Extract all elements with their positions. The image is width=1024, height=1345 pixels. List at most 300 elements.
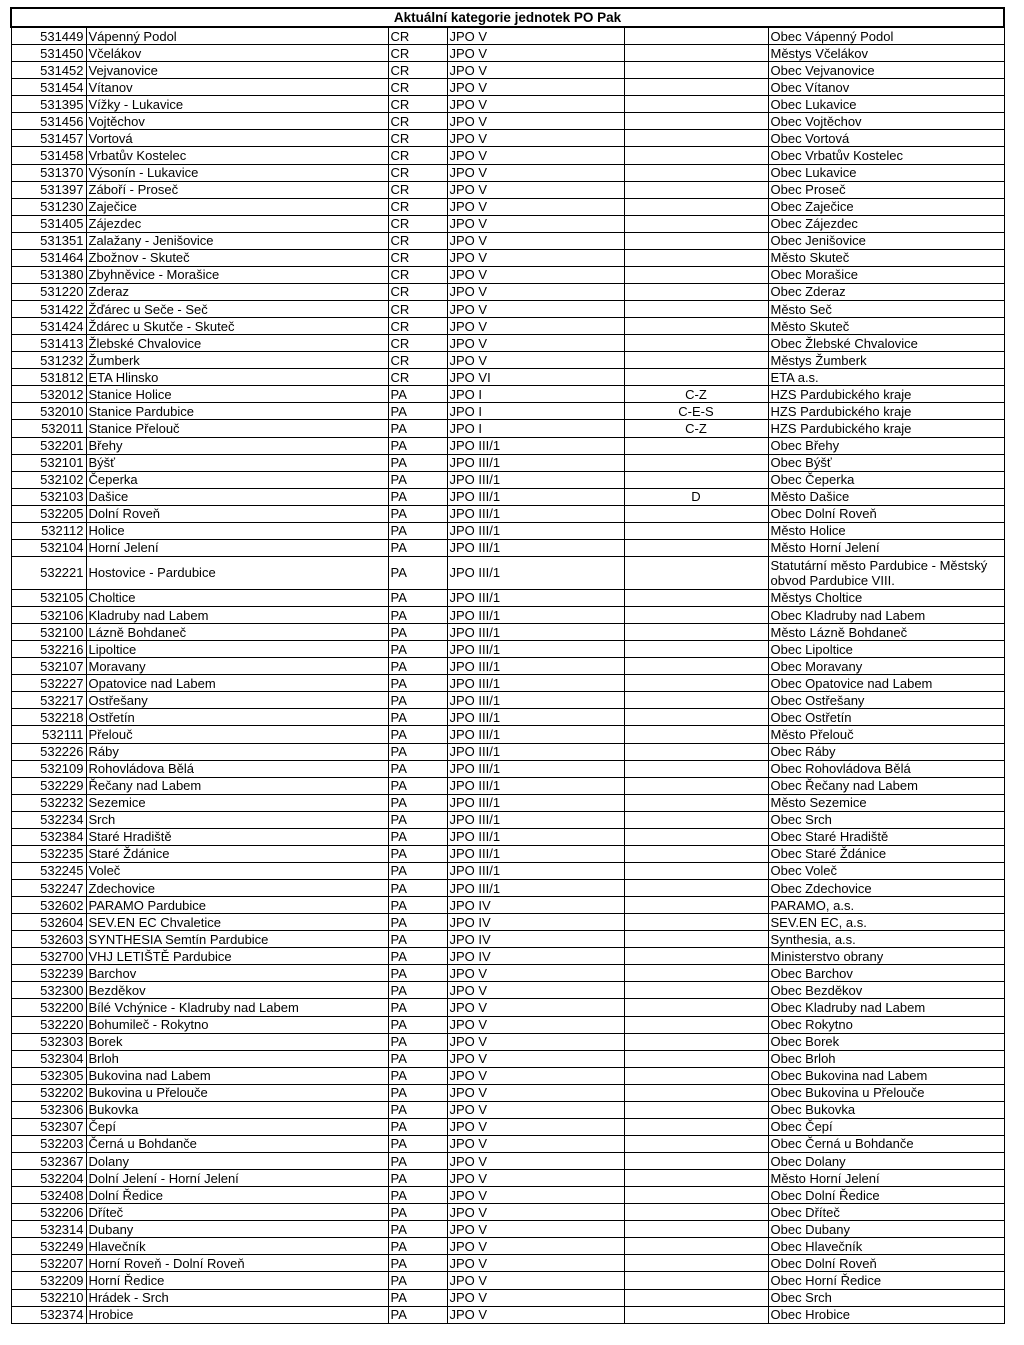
owner-cell: Obec Opatovice nad Labem (768, 675, 1004, 692)
extra-code-cell (624, 709, 768, 726)
region-code-cell: PA (388, 709, 447, 726)
table-row (11, 369, 1004, 386)
category-cell: JPO III/1 (447, 726, 624, 743)
unit-name-cell: Bohumileč - Rokytno (86, 1016, 388, 1033)
category-cell: JPO III/1 (447, 471, 624, 488)
unit-id-cell: 532226 (11, 743, 86, 760)
unit-name-cell: Horní Jelení (86, 539, 388, 556)
category-cell: JPO III/1 (447, 624, 624, 641)
unit-id-cell: 532217 (11, 692, 86, 709)
region-code-cell: PA (388, 828, 447, 845)
region-code-cell: PA (388, 948, 447, 965)
unit-id-cell: 531405 (11, 215, 86, 232)
category-cell: JPO V (447, 965, 624, 982)
unit-name-cell: Včelákov (86, 45, 388, 62)
owner-cell: Město Skuteč (768, 249, 1004, 266)
table-row (11, 266, 1004, 283)
owner-cell: Obec Dolní Roveň (768, 505, 1004, 522)
category-cell: JPO V (447, 198, 624, 215)
unit-name-cell: Žumberk (86, 352, 388, 369)
category-cell: JPO V (447, 1187, 624, 1204)
owner-cell: Obec Zderaz (768, 283, 1004, 300)
table-row (11, 641, 1004, 658)
table-row (11, 862, 1004, 879)
table-title: Aktuální kategorie jednotek PO Pak (11, 8, 1004, 27)
extra-code-cell (624, 862, 768, 879)
extra-code-cell (624, 982, 768, 999)
unit-name-cell: Ostřešany (86, 692, 388, 709)
region-code-cell: CR (388, 164, 447, 181)
category-cell: JPO V (447, 1101, 624, 1118)
unit-id-cell: 532367 (11, 1153, 86, 1170)
owner-cell: Synthesia, a.s. (768, 931, 1004, 948)
table-row (11, 1272, 1004, 1289)
region-code-cell: CR (388, 335, 447, 352)
category-cell: JPO IV (447, 948, 624, 965)
region-code-cell: PA (388, 1101, 447, 1118)
region-code-cell: PA (388, 726, 447, 743)
unit-name-cell: Vrbatův Kostelec (86, 147, 388, 164)
owner-cell: Obec Břehy (768, 437, 1004, 454)
category-cell: JPO V (447, 232, 624, 249)
category-cell: JPO V (447, 249, 624, 266)
region-code-cell: PA (388, 982, 447, 999)
owner-cell: Obec Řečany nad Labem (768, 777, 1004, 794)
owner-cell: Obec Rohovládova Bělá (768, 760, 1004, 777)
table-row (11, 181, 1004, 198)
category-cell: JPO V (447, 301, 624, 318)
extra-code-cell (624, 62, 768, 79)
unit-id-cell: 532206 (11, 1204, 86, 1221)
unit-name-cell: Stanice Přelouč (86, 420, 388, 437)
owner-cell: Obec Čeperka (768, 471, 1004, 488)
owner-cell: Obec Srch (768, 1289, 1004, 1306)
table-row (11, 1033, 1004, 1050)
table-row (11, 743, 1004, 760)
category-cell: JPO V (447, 1067, 624, 1084)
extra-code-cell (624, 198, 768, 215)
table-row (11, 1187, 1004, 1204)
category-cell: JPO V (447, 1255, 624, 1272)
unit-id-cell: 532200 (11, 999, 86, 1016)
category-cell: JPO V (447, 1084, 624, 1101)
category-cell: JPO I (447, 403, 624, 420)
unit-id-cell: 532203 (11, 1135, 86, 1152)
owner-cell: Obec Ráby (768, 743, 1004, 760)
unit-name-cell: Ráby (86, 743, 388, 760)
unit-name-cell: VHJ LETIŠTĚ Pardubice (86, 948, 388, 965)
extra-code-cell (624, 369, 768, 386)
table-row (11, 215, 1004, 232)
region-code-cell: PA (388, 931, 447, 948)
region-code-cell: PA (388, 488, 447, 505)
table-row (11, 1084, 1004, 1101)
table-row (11, 437, 1004, 454)
category-cell: JPO III/1 (447, 675, 624, 692)
extra-code-cell (624, 1050, 768, 1067)
unit-name-cell: Dříteč (86, 1204, 388, 1221)
owner-cell: Obec Dolany (768, 1153, 1004, 1170)
region-code-cell: PA (388, 1187, 447, 1204)
region-code-cell: CR (388, 27, 447, 45)
owner-cell: Obec Dolní Ředice (768, 1187, 1004, 1204)
region-code-cell: PA (388, 965, 447, 982)
table-row (11, 1221, 1004, 1238)
owner-cell: Obec Horní Ředice (768, 1272, 1004, 1289)
category-cell: JPO III/1 (447, 692, 624, 709)
unit-id-cell: 532102 (11, 471, 86, 488)
unit-name-cell: Vojtěchov (86, 113, 388, 130)
owner-cell: Obec Barchov (768, 965, 1004, 982)
unit-id-cell: 531422 (11, 301, 86, 318)
unit-name-cell: Ždárec u Skutče - Skuteč (86, 318, 388, 335)
unit-id-cell: 532103 (11, 488, 86, 505)
extra-code-cell (624, 266, 768, 283)
unit-name-cell: Žďárec u Seče - Seč (86, 301, 388, 318)
extra-code-cell (624, 1016, 768, 1033)
extra-code-cell (624, 880, 768, 897)
unit-id-cell: 532104 (11, 539, 86, 556)
table-row (11, 403, 1004, 420)
region-code-cell: PA (388, 454, 447, 471)
category-cell: JPO III/1 (447, 777, 624, 794)
unit-name-cell: Zderaz (86, 283, 388, 300)
owner-cell: Město Sezemice (768, 794, 1004, 811)
unit-id-cell: 532306 (11, 1101, 86, 1118)
extra-code-cell (624, 352, 768, 369)
extra-code-cell (624, 130, 768, 147)
category-cell: JPO III/1 (447, 709, 624, 726)
owner-cell: Město Horní Jelení (768, 539, 1004, 556)
unit-id-cell: 531380 (11, 266, 86, 283)
category-cell: JPO III/1 (447, 880, 624, 897)
unit-id-cell: 532303 (11, 1033, 86, 1050)
region-code-cell: PA (388, 437, 447, 454)
extra-code-cell (624, 1033, 768, 1050)
region-code-cell: PA (388, 777, 447, 794)
region-code-cell: PA (388, 1067, 447, 1084)
unit-id-cell: 531424 (11, 318, 86, 335)
unit-id-cell: 532232 (11, 794, 86, 811)
table-row (11, 130, 1004, 147)
owner-cell: Statutární město Pardubice - Městský obvod Pardubice VIII. (768, 556, 1004, 589)
region-code-cell: CR (388, 369, 447, 386)
unit-id-cell: 532012 (11, 386, 86, 403)
unit-id-cell: 532235 (11, 845, 86, 862)
owner-cell: Obec Žlebské Chvalovice (768, 335, 1004, 352)
region-code-cell: PA (388, 505, 447, 522)
table-row (11, 488, 1004, 505)
category-cell: JPO I (447, 420, 624, 437)
region-code-cell: PA (388, 845, 447, 862)
unit-name-cell: Záboří - Proseč (86, 181, 388, 198)
region-code-cell: PA (388, 641, 447, 658)
extra-code-cell (624, 931, 768, 948)
region-code-cell: CR (388, 232, 447, 249)
table-row (11, 624, 1004, 641)
region-code-cell: PA (388, 1050, 447, 1067)
owner-cell: HZS Pardubického kraje (768, 420, 1004, 437)
region-code-cell: PA (388, 811, 447, 828)
extra-code-cell: C-Z (624, 386, 768, 403)
unit-id-cell: 532305 (11, 1067, 86, 1084)
category-cell: JPO III/1 (447, 607, 624, 624)
unit-id-cell: 531464 (11, 249, 86, 266)
owner-cell: Město Dašice (768, 488, 1004, 505)
owner-cell: Obec Vejvanovice (768, 62, 1004, 79)
extra-code-cell (624, 1170, 768, 1187)
region-code-cell: PA (388, 607, 447, 624)
table-row (11, 948, 1004, 965)
table-row (11, 505, 1004, 522)
unit-name-cell: Přelouč (86, 726, 388, 743)
unit-id-cell: 532304 (11, 1050, 86, 1067)
owner-cell: Město Holice (768, 522, 1004, 539)
category-cell: JPO V (447, 318, 624, 335)
category-cell: JPO V (447, 1238, 624, 1255)
extra-code-cell (624, 45, 768, 62)
unit-name-cell: Choltice (86, 589, 388, 606)
unit-id-cell: 532384 (11, 828, 86, 845)
region-code-cell: PA (388, 624, 447, 641)
table-header-row (11, 8, 1004, 27)
owner-cell: Městys Choltice (768, 589, 1004, 606)
region-code-cell: PA (388, 556, 447, 589)
unit-name-cell: Hostovice - Pardubice (86, 556, 388, 589)
unit-name-cell: Rohovládova Bělá (86, 760, 388, 777)
unit-id-cell: 532011 (11, 420, 86, 437)
extra-code-cell (624, 948, 768, 965)
unit-name-cell: PARAMO Pardubice (86, 897, 388, 914)
owner-cell: Obec Voleč (768, 862, 1004, 879)
extra-code-cell (624, 897, 768, 914)
unit-id-cell: 532300 (11, 982, 86, 999)
unit-name-cell: Moravany (86, 658, 388, 675)
unit-id-cell: 531232 (11, 352, 86, 369)
owner-cell: HZS Pardubického kraje (768, 386, 1004, 403)
unit-name-cell: Stanice Holice (86, 386, 388, 403)
unit-id-cell: 531458 (11, 147, 86, 164)
extra-code-cell (624, 999, 768, 1016)
extra-code-cell (624, 147, 768, 164)
owner-cell: Obec Srch (768, 811, 1004, 828)
unit-id-cell: 531454 (11, 79, 86, 96)
unit-id-cell: 531452 (11, 62, 86, 79)
extra-code-cell (624, 1306, 768, 1323)
category-cell: JPO III/1 (447, 760, 624, 777)
unit-name-cell: Bukovka (86, 1101, 388, 1118)
table-row (11, 1135, 1004, 1152)
owner-cell: Městys Žumberk (768, 352, 1004, 369)
table-row (11, 335, 1004, 352)
owner-cell: Obec Lipoltice (768, 641, 1004, 658)
unit-name-cell: Ostřetín (86, 709, 388, 726)
region-code-cell: PA (388, 420, 447, 437)
extra-code-cell (624, 658, 768, 675)
region-code-cell: PA (388, 1238, 447, 1255)
extra-code-cell: D (624, 488, 768, 505)
extra-code-cell (624, 1101, 768, 1118)
unit-name-cell: Hlavečník (86, 1238, 388, 1255)
unit-name-cell: Hrádek - Srch (86, 1289, 388, 1306)
extra-code-cell (624, 249, 768, 266)
table-body (11, 27, 1004, 1323)
extra-code-cell (624, 675, 768, 692)
region-code-cell: CR (388, 147, 447, 164)
unit-id-cell: 532245 (11, 862, 86, 879)
unit-name-cell: Čepí (86, 1118, 388, 1135)
table-row (11, 811, 1004, 828)
table-row (11, 164, 1004, 181)
unit-id-cell: 532112 (11, 522, 86, 539)
unit-id-cell: 531450 (11, 45, 86, 62)
owner-cell: Obec Moravany (768, 658, 1004, 675)
category-cell: JPO V (447, 352, 624, 369)
table-row (11, 1306, 1004, 1323)
unit-name-cell: Žlebské Chvalovice (86, 335, 388, 352)
extra-code-cell (624, 539, 768, 556)
region-code-cell: CR (388, 266, 447, 283)
region-code-cell: PA (388, 1170, 447, 1187)
region-code-cell: CR (388, 198, 447, 215)
owner-cell: Obec Ostřešany (768, 692, 1004, 709)
owner-cell: Obec Lukavice (768, 96, 1004, 113)
extra-code-cell (624, 522, 768, 539)
unit-id-cell: 532107 (11, 658, 86, 675)
unit-id-cell: 532247 (11, 880, 86, 897)
category-cell: JPO V (447, 266, 624, 283)
owner-cell: Město Přelouč (768, 726, 1004, 743)
unit-id-cell: 532374 (11, 1306, 86, 1323)
owner-cell: Ministerstvo obrany (768, 948, 1004, 965)
unit-name-cell: Voleč (86, 862, 388, 879)
region-code-cell: PA (388, 880, 447, 897)
unit-name-cell: Zdechovice (86, 880, 388, 897)
owner-cell: Město Horní Jelení (768, 1170, 1004, 1187)
unit-name-cell: SYNTHESIA Semtín Pardubice (86, 931, 388, 948)
unit-id-cell: 532314 (11, 1221, 86, 1238)
unit-id-cell: 532602 (11, 897, 86, 914)
unit-name-cell: SEV.EN EC Chvaletice (86, 914, 388, 931)
category-cell: JPO III/1 (447, 539, 624, 556)
owner-cell: Obec Kladruby nad Labem (768, 607, 1004, 624)
unit-id-cell: 532239 (11, 965, 86, 982)
category-cell: JPO IV (447, 931, 624, 948)
extra-code-cell (624, 589, 768, 606)
unit-id-cell: 531395 (11, 96, 86, 113)
table-row (11, 828, 1004, 845)
extra-code-cell (624, 624, 768, 641)
region-code-cell: CR (388, 301, 447, 318)
unit-name-cell: Zbyhněvice - Morašice (86, 266, 388, 283)
table-row (11, 607, 1004, 624)
table-row (11, 318, 1004, 335)
category-cell: JPO III/1 (447, 556, 624, 589)
extra-code-cell (624, 505, 768, 522)
unit-name-cell: Opatovice nad Labem (86, 675, 388, 692)
table-row (11, 96, 1004, 113)
table-row (11, 726, 1004, 743)
table-row (11, 522, 1004, 539)
owner-cell: Město Skuteč (768, 318, 1004, 335)
table-row (11, 880, 1004, 897)
unit-id-cell: 531397 (11, 181, 86, 198)
unit-name-cell: Vejvanovice (86, 62, 388, 79)
unit-id-cell: 532307 (11, 1118, 86, 1135)
unit-id-cell: 532109 (11, 760, 86, 777)
extra-code-cell (624, 828, 768, 845)
table-row (11, 1016, 1004, 1033)
extra-code-cell (624, 556, 768, 589)
owner-cell: Obec Bukovka (768, 1101, 1004, 1118)
unit-name-cell: Staré Hradiště (86, 828, 388, 845)
extra-code-cell (624, 181, 768, 198)
region-code-cell: PA (388, 692, 447, 709)
extra-code-cell (624, 283, 768, 300)
unit-name-cell: Dubany (86, 1221, 388, 1238)
table-row (11, 147, 1004, 164)
unit-name-cell: Černá u Bohdanče (86, 1135, 388, 1152)
owner-cell: Městys Včelákov (768, 45, 1004, 62)
owner-cell: Obec Dříteč (768, 1204, 1004, 1221)
extra-code-cell (624, 914, 768, 931)
unit-id-cell: 532249 (11, 1238, 86, 1255)
extra-code-cell (624, 1067, 768, 1084)
unit-name-cell: Stanice Pardubice (86, 403, 388, 420)
category-cell: JPO III/1 (447, 522, 624, 539)
extra-code-cell (624, 1187, 768, 1204)
table-row (11, 420, 1004, 437)
extra-code-cell (624, 1289, 768, 1306)
owner-cell: Obec Vápenný Podol (768, 27, 1004, 45)
category-cell: JPO III/1 (447, 845, 624, 862)
table-row (11, 1255, 1004, 1272)
unit-name-cell: Kladruby nad Labem (86, 607, 388, 624)
category-cell: JPO V (447, 1135, 624, 1152)
unit-id-cell: 532408 (11, 1187, 86, 1204)
region-code-cell: CR (388, 318, 447, 335)
unit-name-cell: Dolní Ředice (86, 1187, 388, 1204)
unit-id-cell: 532207 (11, 1255, 86, 1272)
table-row (11, 539, 1004, 556)
owner-cell: Obec Brloh (768, 1050, 1004, 1067)
category-cell: JPO V (447, 335, 624, 352)
owner-cell: Obec Vrbatův Kostelec (768, 147, 1004, 164)
category-cell: JPO III/1 (447, 743, 624, 760)
category-cell: JPO V (447, 1050, 624, 1067)
extra-code-cell (624, 641, 768, 658)
owner-cell: Obec Bezděkov (768, 982, 1004, 999)
unit-id-cell: 532101 (11, 454, 86, 471)
region-code-cell: PA (388, 862, 447, 879)
owner-cell: Obec Jenišovice (768, 232, 1004, 249)
table-row (11, 999, 1004, 1016)
extra-code-cell (624, 113, 768, 130)
unit-name-cell: Borek (86, 1033, 388, 1050)
unit-id-cell: 532201 (11, 437, 86, 454)
table-row (11, 1118, 1004, 1135)
category-cell: JPO V (447, 1204, 624, 1221)
unit-id-cell: 532205 (11, 505, 86, 522)
unit-id-cell: 532105 (11, 589, 86, 606)
owner-cell: Obec Ostřetín (768, 709, 1004, 726)
region-code-cell: PA (388, 1306, 447, 1323)
table-row (11, 352, 1004, 369)
extra-code-cell (624, 164, 768, 181)
table-row (11, 760, 1004, 777)
category-cell: JPO V (447, 1033, 624, 1050)
table-row (11, 982, 1004, 999)
